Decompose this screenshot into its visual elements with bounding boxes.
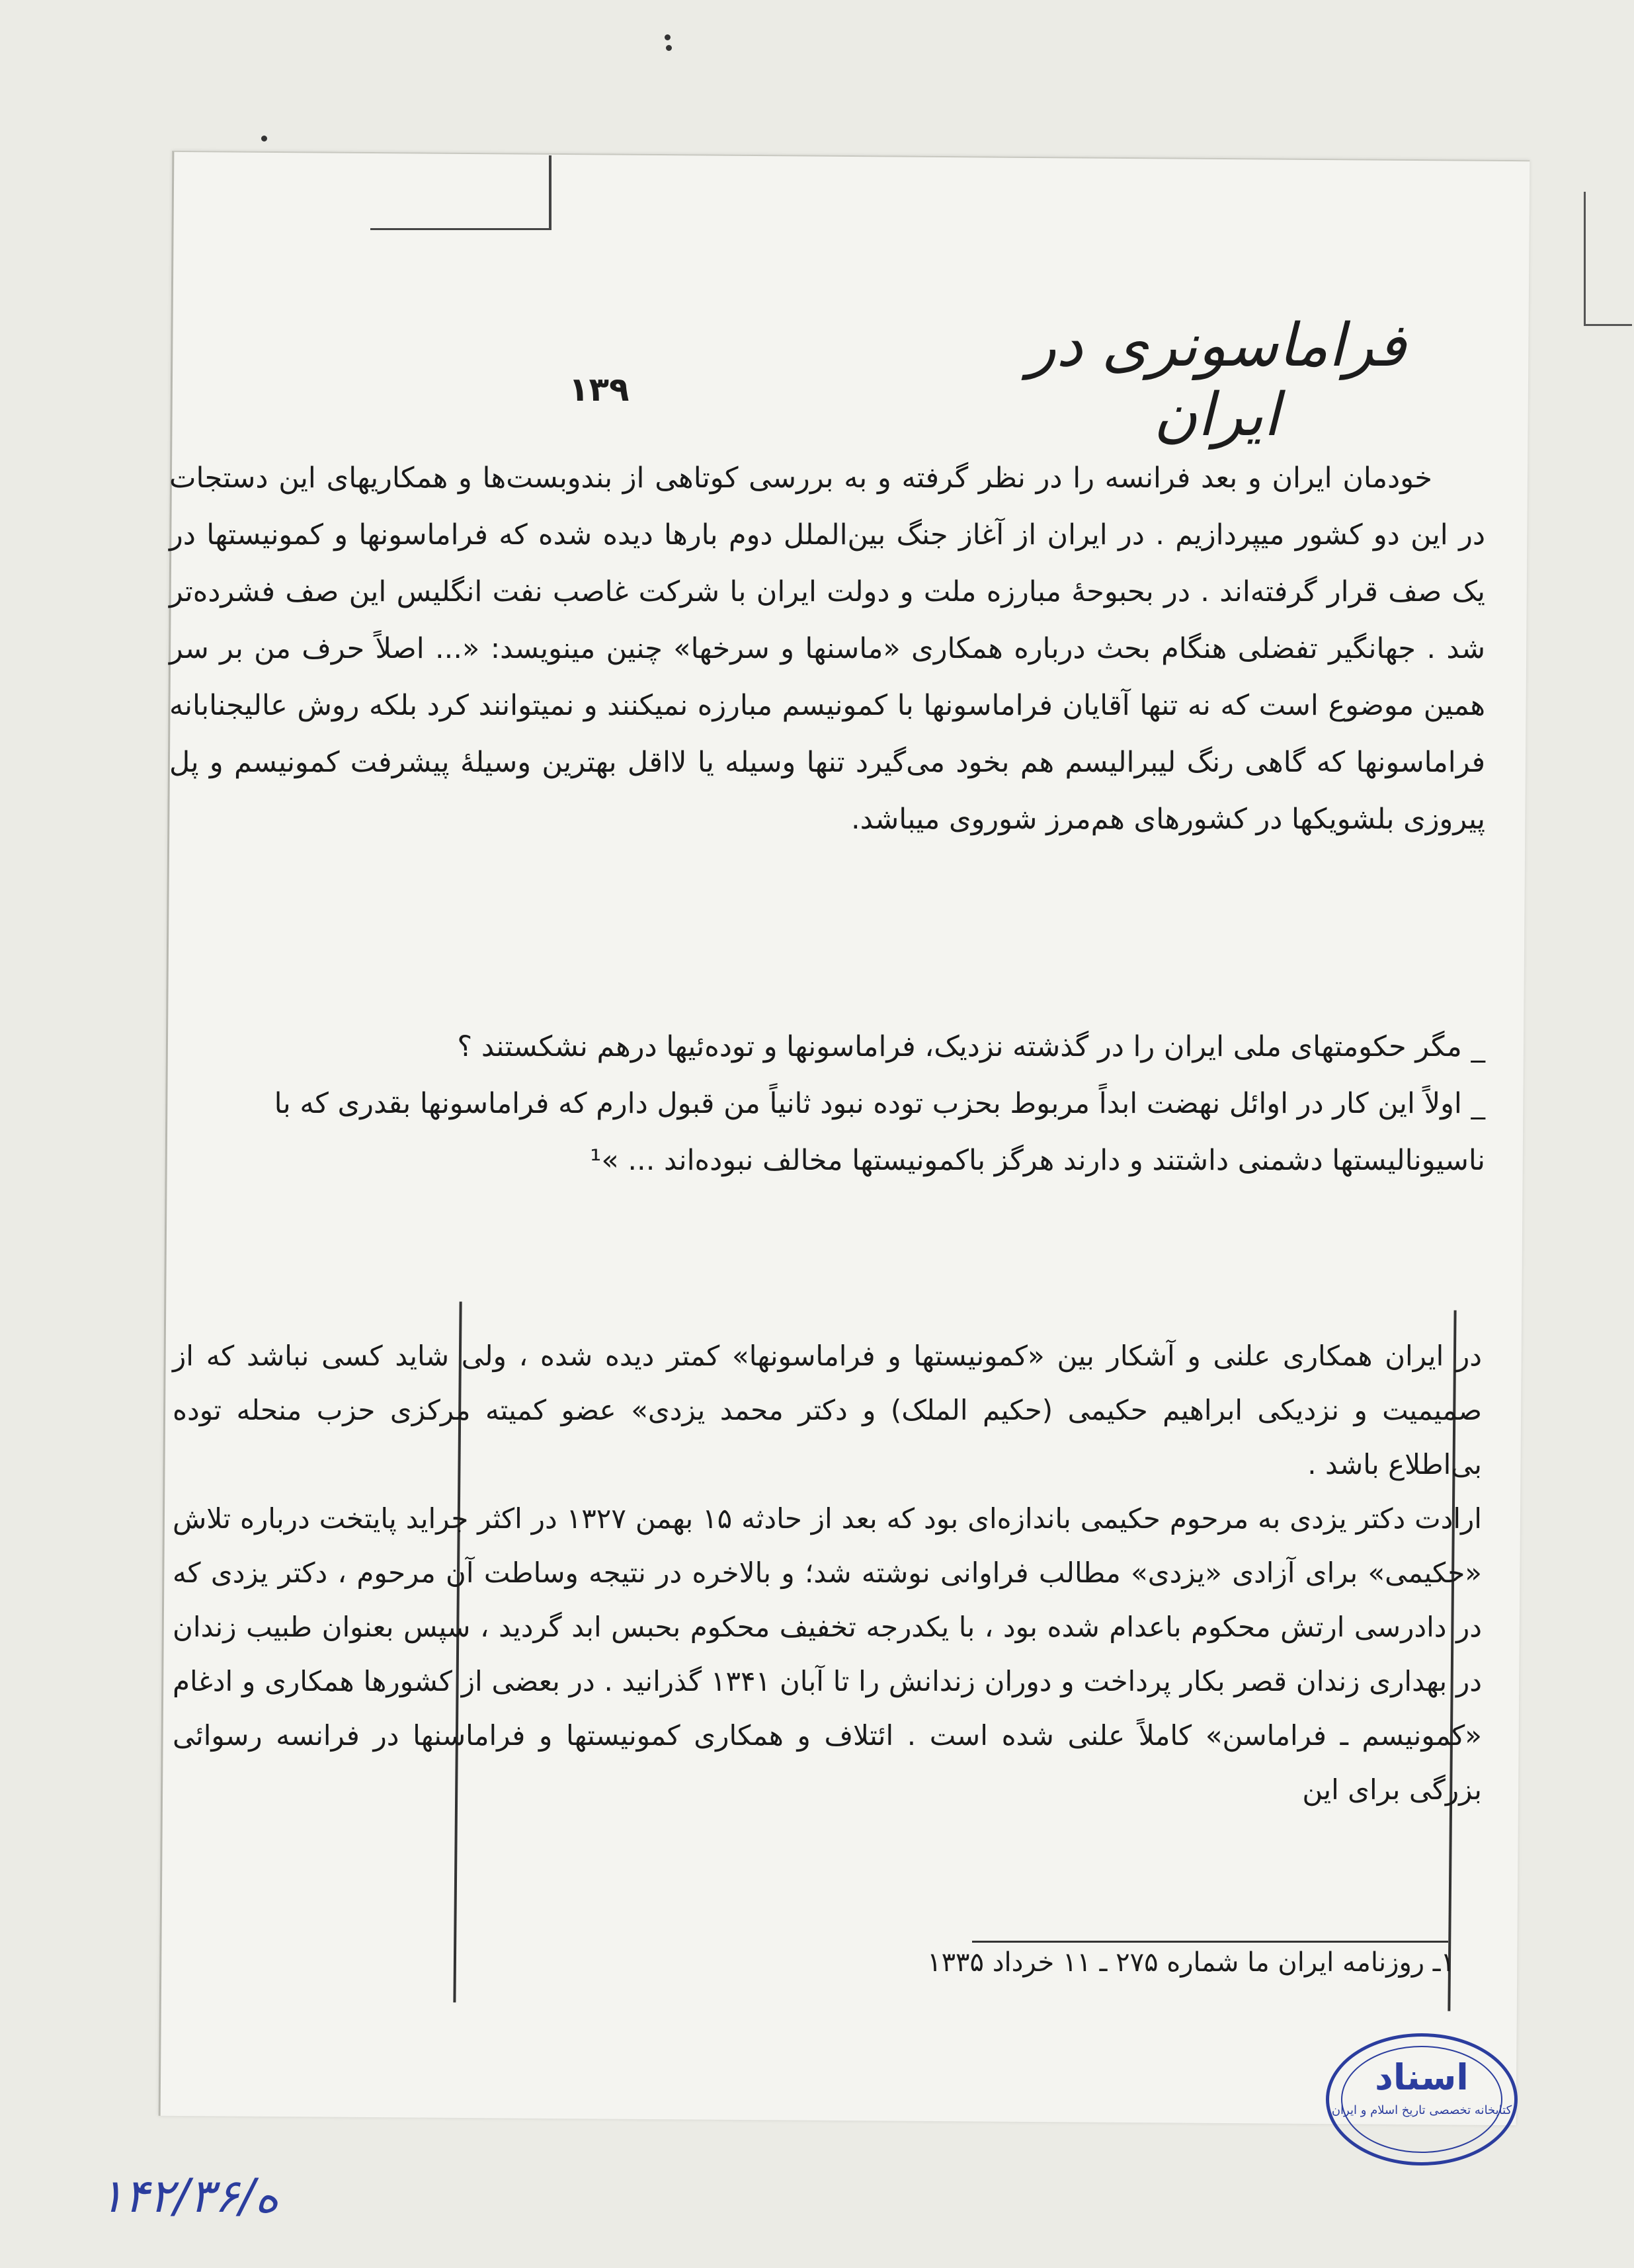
quote-paragraph: ارادت دکتر یزدی به مرحوم حکیمی باندازه‌ای بود که بعد از حادثه ۱۵ بهمن ۱۳۲۷ در اکثر جراید پایتخت درباره تلاش «حکیمی» برای آزادی «یزدی» مطالب فراوانی نوشته شد؛ و بالاخره در نتیجه وساطت آن مرحوم ، دکتر یزدی که در دادرسی ارتش محکوم باعدام شده بود ، با یکدرجه تخفیف محکوم بحبس ابد گردید ، سپس بعنوان طبیب زندان در بهداری زندان قصر بکار پرداخت و دوران زندانش را تا آبان ۱۳۴۱ گذرانید . در بعضی از کشورها همکاری و ادغام «کمونیسم ـ فراماسن» کاملاً علنی شده است . ائتلاف و همکاری کمونیستها و فراماسنها در فرانسه رسوائی بزرگی برای این [173,1502,1483,1806]
quote-paragraph: در ایران همکاری علنی و آشکار بین «کمونیستها و فراماسونها» کمتر دیده شده ، ولی شاید کسی نباشد که از صمیمیت و نزدیکی ابراهیم حکیمی (حکیم الملک) و دکتر محمد یزدی» عضو کمیته مرکزی حزب منحله توده بی‌اطلاع باشد . [173,1340,1482,1480]
archive-number: ۱۴۲/۳۶/ه [99,2169,279,2223]
question-answer [163,1018,1485,1189]
page-number: ۱۳۹ [569,370,630,409]
footnote: ۱ـ روزنامه ایران ما شماره ۲۷۵ ـ ۱۱ خرداد ۱۳۳۵ [927,1947,1455,1978]
quote-block [173,1329,1482,1817]
stamp-title: اسناد [1375,2056,1469,2098]
handwritten-title: فراماسونری در ایران [1027,311,1407,450]
footnote-divider [972,1941,1448,1943]
corner-fold-mark [370,155,551,230]
stamp-subtitle: کتابخانه تخصصی تاریخ اسلام و ایران [1331,2103,1512,2117]
paragraph: خودمان ایران و بعد فرانسه را در نظر گرفته و به بررسی کوتاهی از بندوبست‌ها و همکاریهای این دستجات در این دو کشور میپردازیم . در ایران از آغاز جنگ بین‌الملل دوم بارها دیده شده که فراماسونها و کمونیستها در یک صف قرار گرفته‌اند . در بحبوحهٔ مبارزه ملت و دولت ایران با شرکت غاصب نفت انگلیس این صف فشرده‌تر شد . جهانگیر تفضلی هنگام بحث درباره همکاری «ماسنها و سرخها» چنین مینویسد: «... اصلاً حرف من بر سر همین موضوع است که نه تنها آقایان فراماسونها با کمونیسم مبارزه نمیکنند و نمیتوانند کرد بلکه روش عالیجنابانه فراماسونها که گاهی رنگ لیبرالیسم هم بخود می‌گیرد تنها وسیله یا لااقل بهترین وسیلهٔ پیشرفت کمونیسم و پل پیروزی بلشویکها در کشورهای هم‌مرز شوروی میباشد. [169,462,1485,836]
speck [666,45,672,51]
speck [261,136,267,142]
corner-fold-mark [1584,192,1632,326]
answer-line: _ اولاً این کار در اوائل نهضت ابداً مربوط بحزب توده نبود ثانیاً من قبول دارم که فراماسونها بقدری که با ناسیونالیستها دشمنی داشتند و دارند هرگز باکمونیستها مخالف نبوده‌اند ... »¹ [274,1087,1485,1177]
main-text [169,450,1485,848]
archive-stamp [1326,2033,1518,2166]
speck [665,34,671,40]
question-line: _ مگر حکومتهای ملی ایران را در گذشته نزدیک، فراماسونها و توده‌ئیها درهم نشکستند ؟ [457,1030,1485,1063]
